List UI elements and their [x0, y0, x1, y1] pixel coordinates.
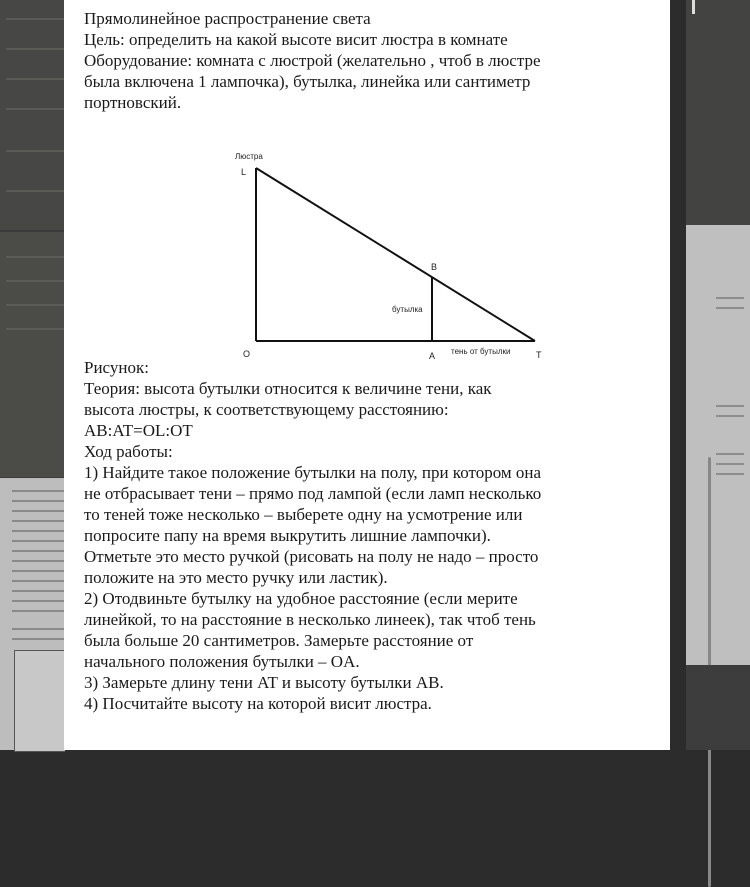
step-3: 3) Замерьте длину тени AT и высоту бутылки AB. — [84, 673, 444, 692]
label-chandelier: Люстра — [235, 152, 263, 161]
label-A: A — [429, 351, 436, 361]
label-shadow: тень от бутылки — [451, 347, 511, 356]
label-O: O — [243, 349, 251, 359]
document-body — [84, 357, 544, 714]
label-bottle: бутылка — [392, 305, 423, 314]
label-B: B — [431, 262, 438, 272]
label-L: L — [241, 167, 247, 177]
line-LT — [256, 168, 535, 341]
label-T: T — [536, 350, 542, 360]
step-1: 1) Найдите такое положение бутылки на полу, при котором она не отбрасывает тени – прямо под лампой (если ламп несколько то теней тоже несколько – выберете одну на усмотрение или попросите папу на время выкрутить лишние лампочки). Отметьте это место ручкой (рисовать на полу не надо – просто положите на это место ручку или ластик). — [84, 463, 542, 587]
formula: AB:AT=OL:OT — [84, 421, 193, 440]
figure-caption: Рисунок: — [84, 358, 149, 377]
goal-text: Цель: определить на какой высоте висит люстра в комнате — [84, 30, 508, 49]
step-4: 4) Посчитайте высоту на которой висит люстра. — [84, 694, 432, 713]
equipment-text: Оборудование: комната с люстрой (желательно , чтоб в люстре была включена 1 лампочка), бутылка, линейка или сантиметр портновский. — [84, 51, 541, 112]
document-title: Прямолинейное распространение света — [84, 9, 371, 28]
step-2: 2) Отодвиньте бутылку на удобное расстояние (если мерите линейкой, то на расстояние в несколько линеек), так чтоб тень была больше 20 сантиметров. Замерьте расстояние от начального положения бутылки – OA. — [84, 589, 536, 671]
procedure-title: Ход работы: — [84, 442, 173, 461]
theory-text: Теория: высота бутылки относится к величине тени, как высота люстры, к соответствующему расстоянию: — [84, 379, 492, 419]
